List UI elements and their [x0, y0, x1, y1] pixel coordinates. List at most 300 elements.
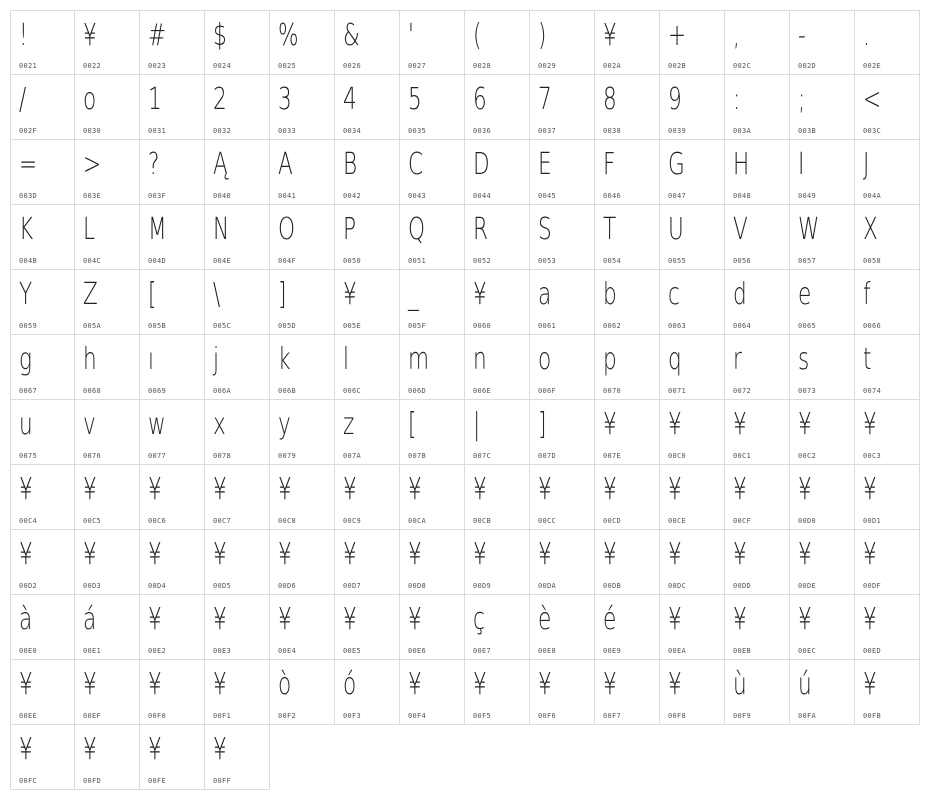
glyph-row — [10, 205, 920, 270]
glyph-code: 00E4 — [278, 647, 297, 655]
glyph-cell — [790, 140, 855, 205]
glyph-cell — [205, 270, 270, 335]
glyph-cell — [660, 270, 725, 335]
glyph-code: 00C8 — [278, 517, 297, 525]
glyph-code: 004E — [213, 257, 232, 265]
glyph-cell — [660, 400, 725, 465]
glyph-char: ; — [798, 82, 806, 117]
glyph-char: % — [278, 18, 299, 53]
glyph-cell — [530, 270, 595, 335]
glyph-code: 00E9 — [603, 647, 622, 655]
glyph-char: ç — [473, 602, 485, 637]
glyph-code: 0059 — [19, 322, 38, 330]
glyph-code: 0044 — [473, 192, 492, 200]
glyph-char: ¥ — [148, 472, 162, 507]
glyph-cell — [140, 75, 205, 140]
glyph-cell — [400, 465, 465, 530]
glyph-code: 0065 — [798, 322, 817, 330]
glyph-code: 0028 — [473, 62, 492, 70]
glyph-code: 0040 — [213, 192, 232, 200]
glyph-char: á — [83, 602, 97, 637]
glyph-code: 0036 — [473, 127, 492, 135]
glyph-code: 00E0 — [19, 647, 38, 655]
glyph-code: 00F4 — [408, 712, 427, 720]
glyph-char: ¥ — [733, 602, 747, 637]
glyph-char: d — [733, 277, 747, 312]
glyph-char: T — [603, 212, 617, 247]
glyph-code: 0072 — [733, 387, 752, 395]
glyph-char: ¥ — [668, 472, 682, 507]
glyph-cell — [530, 205, 595, 270]
glyph-char: / — [19, 82, 27, 117]
glyph-char: ¥ — [863, 537, 877, 572]
glyph-cell — [855, 10, 920, 75]
glyph-code: 0078 — [213, 452, 232, 460]
glyph-char: b — [603, 277, 617, 312]
glyph-code: 0034 — [343, 127, 362, 135]
glyph-char: é — [603, 602, 617, 637]
glyph-char: ¥ — [473, 537, 487, 572]
glyph-cell — [465, 465, 530, 530]
glyph-cell — [465, 140, 530, 205]
glyph-char: z — [343, 407, 355, 442]
glyph-char: ¥ — [798, 537, 812, 572]
glyph-char: ¥ — [668, 667, 682, 702]
glyph-code: 0050 — [343, 257, 362, 265]
glyph-cell — [790, 75, 855, 140]
glyph-cell — [270, 270, 335, 335]
glyph-row — [10, 725, 920, 790]
glyph-char: ' — [408, 18, 414, 53]
glyph-code: 003E — [83, 192, 102, 200]
glyph-char: 9 — [668, 82, 682, 117]
glyph-cell — [595, 335, 660, 400]
glyph-char: u — [19, 407, 33, 442]
glyph-cell — [335, 400, 400, 465]
glyph-cell — [140, 465, 205, 530]
glyph-code: 00E5 — [343, 647, 362, 655]
glyph-cell — [790, 10, 855, 75]
glyph-code: 00F1 — [213, 712, 232, 720]
glyph-code: 00CD — [603, 517, 622, 525]
glyph-cell — [10, 530, 75, 595]
glyph-char: 1 — [148, 82, 162, 117]
glyph-cell — [595, 660, 660, 725]
glyph-cell — [140, 530, 205, 595]
glyph-code: 0060 — [473, 322, 492, 330]
glyph-char: ù — [733, 667, 747, 702]
glyph-cell — [140, 400, 205, 465]
glyph-char: ¥ — [603, 472, 617, 507]
glyph-cell — [595, 75, 660, 140]
glyph-code: 00F3 — [343, 712, 362, 720]
glyph-code: 0049 — [798, 192, 817, 200]
glyph-cell — [335, 140, 400, 205]
glyph-char: W — [798, 212, 820, 247]
glyph-code: 0062 — [603, 322, 622, 330]
glyph-char: ¥ — [408, 602, 422, 637]
glyph-cell — [790, 400, 855, 465]
glyph-code: 00FE — [148, 777, 167, 785]
glyph-cell — [530, 530, 595, 595]
glyph-cell — [725, 335, 790, 400]
glyph-code: 00E2 — [148, 647, 167, 655]
glyph-code: 0024 — [213, 62, 232, 70]
glyph-cell — [595, 270, 660, 335]
glyph-cell — [465, 10, 530, 75]
glyph-code: 0033 — [278, 127, 297, 135]
glyph-code: 0069 — [148, 387, 167, 395]
glyph-char: ¥ — [538, 667, 552, 702]
glyph-cell — [660, 660, 725, 725]
glyph-cell — [75, 205, 140, 270]
glyph-cell — [465, 270, 530, 335]
glyph-char: ¥ — [278, 472, 292, 507]
glyph-code: 006B — [278, 387, 297, 395]
glyph-cell — [530, 660, 595, 725]
glyph-cell — [790, 530, 855, 595]
glyph-cell — [335, 465, 400, 530]
glyph-cell — [725, 595, 790, 660]
glyph-cell — [660, 335, 725, 400]
glyph-cell — [660, 75, 725, 140]
glyph-cell — [660, 595, 725, 660]
glyph-code: 005F — [408, 322, 427, 330]
glyph-code: 00D8 — [408, 582, 427, 590]
glyph-code: 002D — [798, 62, 817, 70]
glyph-row — [10, 335, 920, 400]
glyph-char: _ — [408, 277, 419, 312]
glyph-cell — [205, 10, 270, 75]
glyph-char: l — [343, 342, 350, 377]
glyph-cell — [335, 660, 400, 725]
glyph-row — [10, 270, 920, 335]
glyph-cell — [10, 465, 75, 530]
glyph-cell — [75, 270, 140, 335]
glyph-char: ¥ — [83, 537, 97, 572]
glyph-char: o — [83, 82, 97, 117]
glyph-cell — [855, 140, 920, 205]
glyph-code: 006F — [538, 387, 557, 395]
glyph-code: 006C — [343, 387, 362, 395]
glyph-row — [10, 595, 920, 660]
glyph-char: L — [83, 212, 96, 247]
glyph-code: 003D — [19, 192, 38, 200]
glyph-cell — [75, 595, 140, 660]
glyph-cell — [855, 595, 920, 660]
glyph-char: ¥ — [603, 407, 617, 442]
glyph-row — [10, 465, 920, 530]
glyph-cell — [465, 400, 530, 465]
glyph-char: ¥ — [343, 277, 357, 312]
glyph-char: ¥ — [603, 537, 617, 572]
glyph-cell — [595, 400, 660, 465]
glyph-char: ¥ — [538, 537, 552, 572]
glyph-char: R — [473, 212, 489, 247]
glyph-code: 004A — [863, 192, 882, 200]
glyph-char: ¥ — [473, 472, 487, 507]
glyph-cell — [400, 10, 465, 75]
glyph-cell — [400, 335, 465, 400]
glyph-char: ¥ — [148, 602, 162, 637]
glyph-code: 00C4 — [19, 517, 38, 525]
glyph-code: 00E7 — [473, 647, 492, 655]
glyph-cell — [465, 660, 530, 725]
glyph-cell — [270, 465, 335, 530]
glyph-char: # — [148, 18, 167, 53]
glyph-cell — [400, 595, 465, 660]
glyph-cell — [790, 595, 855, 660]
glyph-char: ò — [278, 667, 292, 702]
glyph-cell — [400, 205, 465, 270]
glyph-char: Y — [19, 277, 33, 312]
glyph-char: ¥ — [408, 537, 422, 572]
glyph-char: ¥ — [798, 472, 812, 507]
glyph-char: ¥ — [278, 537, 292, 572]
glyph-code: 00DA — [538, 582, 557, 590]
glyph-code: 00F6 — [538, 712, 557, 720]
glyph-cell — [205, 400, 270, 465]
glyph-cell — [400, 530, 465, 595]
glyph-code: 0055 — [668, 257, 687, 265]
glyph-char: N — [213, 212, 230, 247]
glyph-char: a — [538, 277, 552, 312]
glyph-char: - — [798, 18, 806, 53]
glyph-cell — [790, 205, 855, 270]
glyph-row — [10, 400, 920, 465]
glyph-code: 004B — [19, 257, 38, 265]
glyph-cell — [75, 335, 140, 400]
glyph-char: : — [733, 82, 741, 117]
glyph-code: 00DC — [668, 582, 687, 590]
glyph-code: 0056 — [733, 257, 752, 265]
glyph-code: 0026 — [343, 62, 362, 70]
glyph-cell — [205, 75, 270, 140]
glyph-cell — [725, 400, 790, 465]
glyph-char: S — [538, 212, 552, 247]
glyph-code: 00FB — [863, 712, 882, 720]
glyph-cell — [595, 530, 660, 595]
glyph-code: 00D2 — [19, 582, 38, 590]
glyph-code: 0071 — [668, 387, 687, 395]
glyph-cell — [270, 335, 335, 400]
glyph-cell — [335, 335, 400, 400]
glyph-code: 0043 — [408, 192, 427, 200]
glyph-code: 00E3 — [213, 647, 232, 655]
glyph-cell — [205, 530, 270, 595]
glyph-cell — [10, 725, 75, 790]
glyph-cell — [725, 10, 790, 75]
glyph-char: C — [408, 147, 424, 182]
glyph-char: ¥ — [19, 537, 33, 572]
glyph-code: 00D1 — [863, 517, 882, 525]
glyph-code: 0053 — [538, 257, 557, 265]
glyph-cell — [270, 400, 335, 465]
glyph-char: K — [19, 212, 34, 247]
glyph-code: 00FF — [213, 777, 232, 785]
glyph-char: ¥ — [668, 602, 682, 637]
glyph-char: x — [213, 407, 226, 442]
glyph-code: 0042 — [343, 192, 362, 200]
glyph-cell — [140, 335, 205, 400]
glyph-cell — [140, 10, 205, 75]
glyph-row — [10, 10, 920, 75]
glyph-char: X — [863, 212, 878, 247]
glyph-cell — [400, 400, 465, 465]
glyph-code: 006E — [473, 387, 492, 395]
glyph-code: 004D — [148, 257, 167, 265]
glyph-code: 0061 — [538, 322, 557, 330]
glyph-code: 00D3 — [83, 582, 102, 590]
glyph-cell — [10, 400, 75, 465]
glyph-cell — [400, 75, 465, 140]
glyph-code: 007B — [408, 452, 427, 460]
glyph-char: ¥ — [83, 472, 97, 507]
glyph-cell — [790, 335, 855, 400]
glyph-char: Q — [408, 212, 426, 247]
glyph-char: ¥ — [148, 537, 162, 572]
glyph-cell — [465, 75, 530, 140]
glyph-cell — [140, 205, 205, 270]
glyph-code: 0067 — [19, 387, 38, 395]
glyph-char: à — [19, 602, 33, 637]
glyph-code: 00F2 — [278, 712, 297, 720]
glyph-char: ¥ — [19, 472, 33, 507]
glyph-char: g — [19, 342, 32, 377]
glyph-char: ¥ — [19, 667, 33, 702]
glyph-cell — [855, 400, 920, 465]
glyph-char: ¥ — [863, 602, 877, 637]
glyph-char: ? — [148, 147, 160, 182]
glyph-cell — [75, 140, 140, 205]
glyph-char: . — [863, 18, 870, 53]
glyph-grid — [10, 10, 920, 790]
glyph-code: 002E — [863, 62, 882, 70]
glyph-cell — [75, 660, 140, 725]
glyph-code: 003F — [148, 192, 167, 200]
glyph-code: 00CE — [668, 517, 687, 525]
glyph-char: ¥ — [213, 537, 227, 572]
glyph-char: < — [863, 82, 882, 117]
glyph-code: 00FA — [798, 712, 817, 720]
glyph-char: ¥ — [473, 667, 487, 702]
glyph-code: 007E — [603, 452, 622, 460]
glyph-char: f — [863, 277, 871, 312]
glyph-cell — [660, 530, 725, 595]
glyph-code: 0048 — [733, 192, 752, 200]
glyph-cell — [725, 140, 790, 205]
glyph-cell — [530, 335, 595, 400]
glyph-code: 00E6 — [408, 647, 427, 655]
glyph-cell — [140, 725, 205, 790]
glyph-char: r — [733, 342, 742, 377]
glyph-char: = — [19, 147, 38, 182]
glyph-code: 006D — [408, 387, 427, 395]
glyph-char: ¥ — [863, 472, 877, 507]
glyph-cell — [855, 75, 920, 140]
glyph-code: 00F9 — [733, 712, 752, 720]
glyph-code: 00ED — [863, 647, 882, 655]
glyph-cell — [400, 270, 465, 335]
glyph-char: h — [83, 342, 97, 377]
glyph-char: ¥ — [148, 732, 162, 767]
glyph-char: ¥ — [343, 602, 357, 637]
glyph-code: 00CA — [408, 517, 427, 525]
glyph-char: P — [343, 212, 357, 247]
glyph-code: 0077 — [148, 452, 167, 460]
glyph-cell — [660, 10, 725, 75]
glyph-cell — [660, 140, 725, 205]
glyph-code: 00F7 — [603, 712, 622, 720]
glyph-code: 004C — [83, 257, 102, 265]
glyph-row — [10, 530, 920, 595]
glyph-code: 00EC — [798, 647, 817, 655]
glyph-char: j — [213, 342, 220, 377]
glyph-char: U — [668, 212, 684, 247]
glyph-cell — [75, 530, 140, 595]
glyph-cell — [530, 465, 595, 530]
glyph-code: 0051 — [408, 257, 427, 265]
glyph-code: 00C9 — [343, 517, 362, 525]
glyph-char: [ — [148, 277, 157, 312]
glyph-cell — [270, 660, 335, 725]
glyph-code: 00C7 — [213, 517, 232, 525]
glyph-cell — [335, 75, 400, 140]
glyph-code: 0057 — [798, 257, 817, 265]
glyph-char: ¥ — [213, 472, 227, 507]
glyph-cell — [10, 10, 75, 75]
glyph-char: ¥ — [83, 667, 97, 702]
glyph-code: 00C5 — [83, 517, 102, 525]
glyph-code: 005C — [213, 322, 232, 330]
glyph-code: 0030 — [83, 127, 102, 135]
glyph-code: 00C0 — [668, 452, 687, 460]
glyph-code: 0041 — [278, 192, 297, 200]
glyph-cell — [595, 10, 660, 75]
glyph-code: 003C — [863, 127, 882, 135]
glyph-cell — [725, 75, 790, 140]
glyph-cell — [335, 595, 400, 660]
glyph-code: 00FC — [19, 777, 38, 785]
glyph-code: 00F0 — [148, 712, 167, 720]
glyph-char: ¥ — [213, 732, 227, 767]
glyph-code: 0047 — [668, 192, 687, 200]
glyph-cell — [465, 530, 530, 595]
glyph-char: + — [668, 18, 687, 53]
glyph-cell — [465, 205, 530, 270]
glyph-code: 002A — [603, 62, 622, 70]
glyph-code: 00DB — [603, 582, 622, 590]
glyph-cell — [270, 205, 335, 270]
glyph-char: ¥ — [668, 407, 682, 442]
glyph-cell — [335, 205, 400, 270]
glyph-char: [ — [408, 407, 417, 442]
glyph-cell — [10, 270, 75, 335]
glyph-char: ! — [19, 18, 28, 53]
glyph-char: o — [538, 342, 552, 377]
glyph-char: ¥ — [538, 472, 552, 507]
glyph-cell — [205, 335, 270, 400]
glyph-code: 002B — [668, 62, 687, 70]
glyph-char: ¥ — [19, 732, 33, 767]
glyph-char: B — [343, 147, 358, 182]
glyph-char: D — [473, 147, 490, 182]
glyph-char: ) — [538, 18, 547, 53]
glyph-cell — [660, 465, 725, 530]
glyph-char: ¥ — [213, 667, 227, 702]
glyph-char: ¥ — [213, 602, 227, 637]
glyph-code: 00C1 — [733, 452, 752, 460]
